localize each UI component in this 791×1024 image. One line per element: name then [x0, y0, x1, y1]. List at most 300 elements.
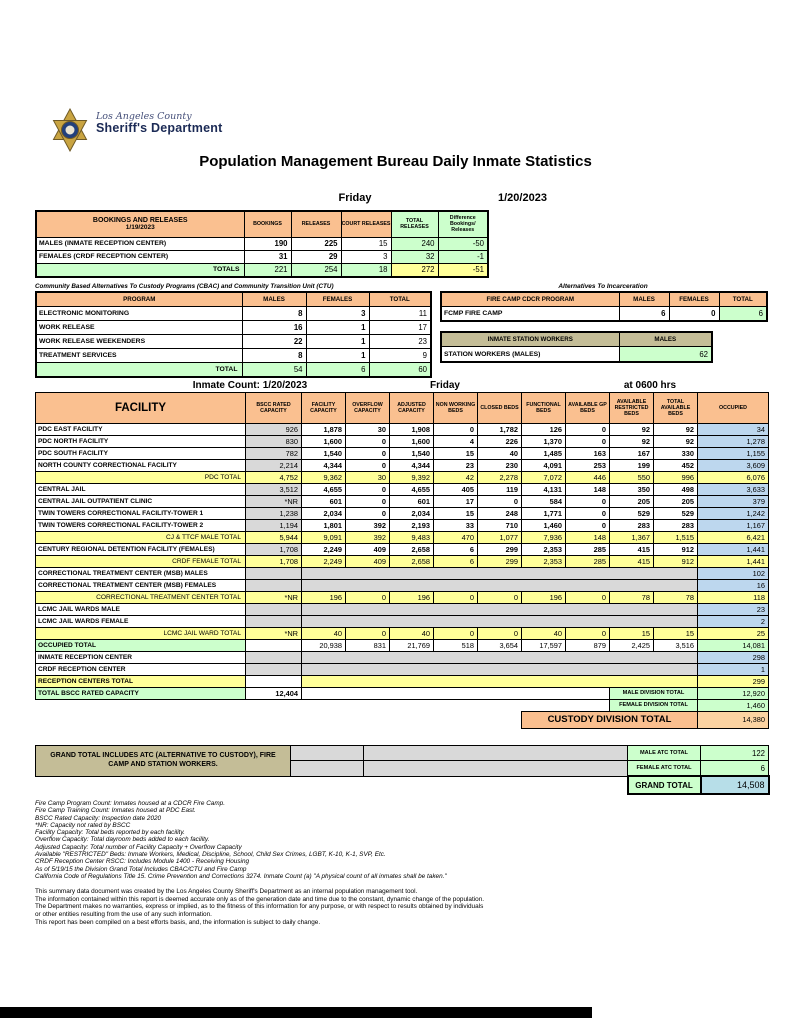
- females-cell: 1: [306, 349, 369, 363]
- court-total-cell: 18: [341, 263, 391, 277]
- facility-capacity-cell: 20,938: [302, 640, 346, 652]
- program-label: WORK RELEASE WEEKENDERS: [36, 335, 242, 349]
- closed-beds-cell: 226: [478, 436, 522, 448]
- male-division-total-label: MALE DIVISION TOTAL: [610, 688, 698, 700]
- occupied-cell: 118: [698, 592, 769, 604]
- gray-cell: [364, 746, 628, 761]
- overflow-capacity-cell: 0: [346, 436, 390, 448]
- inmate-count-bottom-rows: [36, 688, 769, 729]
- available-gp-beds-cell: 0: [566, 424, 610, 436]
- closed-beds-cell: 299: [478, 544, 522, 556]
- available-gp-beds-cell: 285: [566, 556, 610, 568]
- functional-beds-cell: 4,131: [522, 484, 566, 496]
- facility-name: NORTH COUNTY CORRECTIONAL FACILITY: [36, 460, 246, 472]
- available-gp-beds-cell: 0: [566, 496, 610, 508]
- closed-beds-cell: 1,077: [478, 532, 522, 544]
- disclaimer-line: This report has been compiled on a best efforts basis, and, the information is subject to daily change.: [35, 918, 321, 926]
- males-total-cell: 54: [242, 363, 306, 378]
- col-releases: RELEASES: [291, 211, 341, 237]
- station-workers-table: [440, 331, 713, 363]
- col-bookings: BOOKINGS: [244, 211, 291, 237]
- occupied-cell: 6,076: [698, 472, 769, 484]
- facility-name: CENTRAL JAIL OUTPATIENT CLINIC: [36, 496, 246, 508]
- facility-name: CENTRAL JAIL: [36, 484, 246, 496]
- facility-row: [36, 436, 769, 448]
- overflow-capacity-cell: 30: [346, 472, 390, 484]
- non-working-beds-cell: 470: [434, 532, 478, 544]
- total-cell: 11: [369, 307, 431, 321]
- facility-capacity-cell: 4,344: [302, 460, 346, 472]
- gray-cell: [291, 761, 364, 777]
- total-cell: 9: [369, 349, 431, 363]
- total-available-beds-cell: 205: [654, 496, 698, 508]
- total-available-beds-cell: 912: [654, 544, 698, 556]
- cbac-rows: [36, 307, 431, 363]
- bscc-cell: *NR: [246, 628, 302, 640]
- facility-capacity-cell: 1,600: [302, 436, 346, 448]
- facility-total-row: [36, 556, 769, 568]
- available-restricted-beds-cell: 550: [610, 472, 654, 484]
- empty-span: [302, 688, 610, 700]
- footnote-line: California Code of Regulations Title 15. Crime Prevention and Corrections 3274. Inmate Count (a) "A physical count of all inmates shall be taken.": [35, 872, 447, 880]
- facility-name: TWIN TOWERS CORRECTIONAL FACILITY-TOWER 2: [36, 520, 246, 532]
- bookings-row-males: [36, 237, 488, 250]
- releases-cell: 29: [291, 250, 341, 263]
- functional-beds-cell: 2,353: [522, 556, 566, 568]
- bscc-cell: 1,194: [246, 520, 302, 532]
- station-workers-row: [441, 347, 712, 363]
- facility-total-row: [36, 472, 769, 484]
- custody-division-row: [36, 712, 769, 729]
- facility-name: LCMC JAIL WARDS MALE: [36, 604, 246, 616]
- gray-cell: [291, 746, 364, 761]
- facility-total-row: [36, 628, 769, 640]
- available-restricted-beds-cell: 529: [610, 508, 654, 520]
- inmate-count-rows: [36, 424, 769, 688]
- overflow-capacity-cell: 831: [346, 640, 390, 652]
- row-label: MALES (INMATE RECEPTION CENTER): [36, 237, 244, 250]
- program-label: WORK RELEASE: [36, 321, 242, 335]
- males-cell: 22: [242, 335, 306, 349]
- females-cell: 0: [669, 307, 719, 322]
- functional-beds-cell: 2,353: [522, 544, 566, 556]
- total-cell: 23: [369, 335, 431, 349]
- total-label: PDC TOTAL: [36, 472, 246, 484]
- program-label: TREATMENT SERVICES: [36, 349, 242, 363]
- overflow-capacity-cell: 0: [346, 508, 390, 520]
- available-restricted-beds-cell: 167: [610, 448, 654, 460]
- cbac-row: [36, 321, 431, 335]
- bookings-releases-table: [35, 210, 489, 278]
- non-working-beds-cell: 42: [434, 472, 478, 484]
- footnote-line: As of 5/19/15 the Division Grand Total Includes CBAC/CTU and Fire Camp: [35, 865, 247, 873]
- col-functional-beds: FUNCTIONAL BEDS: [522, 393, 566, 424]
- facility-name: PDC SOUTH FACILITY: [36, 448, 246, 460]
- inmate-count-time: at 0600 hrs: [623, 380, 677, 391]
- male-atc-total-label: MALE ATC TOTAL: [628, 746, 701, 761]
- overflow-capacity-cell: 409: [346, 544, 390, 556]
- facility-capacity-cell: 2,034: [302, 508, 346, 520]
- col-non-working-beds: NON WORKING BEDS: [434, 393, 478, 424]
- releases-cell: 225: [291, 237, 341, 250]
- cbac-row: [36, 349, 431, 363]
- blank-area: [364, 776, 628, 794]
- bscc-cell: 3,512: [246, 484, 302, 496]
- not-tracked-span: [302, 652, 698, 664]
- total-cell: 17: [369, 321, 431, 335]
- col-fire-camp-program: FIRE CAMP CDCR PROGRAM: [441, 292, 619, 307]
- functional-beds-cell: 17,597: [522, 640, 566, 652]
- col-occupied: OCCUPIED: [698, 393, 769, 424]
- available-restricted-beds-cell: 199: [610, 460, 654, 472]
- footnote-line: *NR: Capacity not rated by BSCC: [35, 821, 131, 829]
- occupied-cell: 299: [698, 676, 769, 688]
- col-difference: Difference Bookings/ Releases: [438, 211, 488, 237]
- available-gp-beds-cell: 446: [566, 472, 610, 484]
- facility-span-row: [36, 568, 769, 580]
- col-facility-capacity: FACILITY CAPACITY: [302, 393, 346, 424]
- non-working-beds-cell: 17: [434, 496, 478, 508]
- station-workers-header: INMATE STATION WORKERS: [441, 332, 619, 347]
- overflow-capacity-cell: 392: [346, 532, 390, 544]
- closed-beds-cell: 40: [478, 448, 522, 460]
- facility-row: [36, 520, 769, 532]
- occupied-cell: 23: [698, 604, 769, 616]
- cbac-row: [36, 307, 431, 321]
- overflow-capacity-cell: 0: [346, 460, 390, 472]
- available-restricted-beds-cell: 350: [610, 484, 654, 496]
- occupied-total-label: OCCUPIED TOTAL: [36, 640, 246, 652]
- col-court-releases: COURT RELEASES: [341, 211, 391, 237]
- females-cell: 1: [306, 335, 369, 349]
- bscc-cell: 1,708: [246, 544, 302, 556]
- bookings-cell: 190: [244, 237, 291, 250]
- closed-beds-cell: 0: [478, 592, 522, 604]
- ati-section-title: Alternatives To Incarceration: [558, 283, 648, 290]
- total-available-beds-cell: 452: [654, 460, 698, 472]
- bscc-cell: [246, 604, 302, 616]
- total-releases-cell: 240: [391, 237, 438, 250]
- occupied-cell: 3,609: [698, 460, 769, 472]
- inmate-count-day: Friday: [429, 380, 460, 391]
- col-females: FEMALES: [669, 292, 719, 307]
- footnote-line: Adjusted Capacity: Total number of Facility Capacity + Overflow Capacity: [35, 843, 242, 851]
- total-available-beds-cell: 912: [654, 556, 698, 568]
- page-edge-bar: [0, 1007, 592, 1018]
- non-working-beds-cell: 405: [434, 484, 478, 496]
- facility-row: [36, 460, 769, 472]
- non-working-beds-cell: 15: [434, 508, 478, 520]
- bscc-cell: 926: [246, 424, 302, 436]
- non-working-beds-cell: 0: [434, 592, 478, 604]
- bookings-totals-row: [36, 263, 488, 277]
- disclaimer: [35, 888, 655, 927]
- female-division-total-label: FEMALE DIVISION TOTAL: [610, 700, 698, 712]
- adjusted-capacity-cell: 21,769: [390, 640, 434, 652]
- facility-span-row: [36, 652, 769, 664]
- occupied-cell: 102: [698, 568, 769, 580]
- facility-capacity-cell: 9,091: [302, 532, 346, 544]
- available-restricted-beds-cell: 92: [610, 436, 654, 448]
- not-tracked-span: [302, 568, 698, 580]
- overflow-capacity-cell: 30: [346, 424, 390, 436]
- available-restricted-beds-cell: 415: [610, 556, 654, 568]
- non-working-beds-cell: 4: [434, 436, 478, 448]
- occupied-cell: 1,155: [698, 448, 769, 460]
- facility-row: [36, 424, 769, 436]
- facility-capacity-cell: 196: [302, 592, 346, 604]
- available-restricted-beds-cell: 15: [610, 628, 654, 640]
- total-total-cell: 60: [369, 363, 431, 378]
- col-females: FEMALES: [306, 292, 369, 307]
- col-facility: FACILITY: [36, 393, 246, 424]
- occupied-cell: 25: [698, 628, 769, 640]
- sheriff-star-logo: [50, 108, 90, 152]
- functional-beds-cell: 40: [522, 628, 566, 640]
- fire-camp-row: [441, 307, 767, 322]
- adjusted-capacity-cell: 2,193: [390, 520, 434, 532]
- facility-name: CORRECTIONAL TREATMENT CENTER (MSB) FEMALES: [36, 580, 246, 592]
- grand-row-3: [36, 776, 769, 794]
- facility-name: CENTURY REGIONAL DETENTION FACILITY (FEMALES): [36, 544, 246, 556]
- footnote-line: CRDF Reception Center RSCC: Includes Module 1400 - Receiving Housing: [35, 858, 250, 866]
- available-gp-beds-cell: 253: [566, 460, 610, 472]
- col-available-gp-beds: AVAILABLE GP BEDS: [566, 393, 610, 424]
- occupied-cell: 14,081: [698, 640, 769, 652]
- bscc-cell: 1,708: [246, 556, 302, 568]
- court-releases-cell: 3: [341, 250, 391, 263]
- facility-total-row: [36, 532, 769, 544]
- bookings-cell: 31: [244, 250, 291, 263]
- total-available-beds-cell: 1,515: [654, 532, 698, 544]
- non-working-beds-cell: 15: [434, 448, 478, 460]
- functional-beds-cell: 1,485: [522, 448, 566, 460]
- not-tracked-span: [302, 616, 698, 628]
- grand-total-value: 14,508: [701, 776, 769, 794]
- adjusted-capacity-cell: 601: [390, 496, 434, 508]
- not-tracked-span: [302, 664, 698, 676]
- grand-total-label: GRAND TOTAL: [628, 776, 701, 794]
- closed-beds-cell: 299: [478, 556, 522, 568]
- disclaimer-line: or other entities resulting from the use of any such information.: [35, 911, 212, 919]
- footnote-line: Fire Camp Program Count: Inmates housed at a CDCR Fire Camp.: [35, 800, 226, 807]
- occupied-cell: 1,167: [698, 520, 769, 532]
- col-total: TOTAL: [719, 292, 767, 307]
- available-gp-beds-cell: 0: [566, 628, 610, 640]
- available-gp-beds-cell: 0: [566, 592, 610, 604]
- facility-capacity-cell: 1,540: [302, 448, 346, 460]
- occupied-cell: 1,441: [698, 556, 769, 568]
- report-date: 1/20/2023: [498, 192, 547, 204]
- overflow-capacity-cell: 0: [346, 628, 390, 640]
- cbac-row: [36, 335, 431, 349]
- total-label: CJ & TTCF MALE TOTAL: [36, 532, 246, 544]
- adjusted-capacity-cell: 40: [390, 628, 434, 640]
- agency-department-text: Sheriff's Department: [96, 120, 223, 135]
- adjusted-capacity-cell: 2,034: [390, 508, 434, 520]
- facility-capacity-cell: 2,249: [302, 556, 346, 568]
- fire-camp-label: FCMP FIRE CAMP: [441, 307, 619, 322]
- available-restricted-beds-cell: 92: [610, 424, 654, 436]
- total-available-beds-cell: 92: [654, 424, 698, 436]
- females-cell: 3: [306, 307, 369, 321]
- total-available-beds-cell: 529: [654, 508, 698, 520]
- occupied-cell: 6,421: [698, 532, 769, 544]
- facility-span-row: [36, 580, 769, 592]
- functional-beds-cell: 196: [522, 592, 566, 604]
- page-title: Population Management Bureau Daily Inmate Statistics: [199, 153, 592, 170]
- adjusted-capacity-cell: 9,392: [390, 472, 434, 484]
- male-division-total-value: 12,920: [698, 688, 769, 700]
- available-restricted-beds-cell: 1,367: [610, 532, 654, 544]
- males-cell: 8: [242, 307, 306, 321]
- agency-header: [50, 108, 222, 152]
- available-gp-beds-cell: 0: [566, 520, 610, 532]
- occupied-cell: 3,633: [698, 484, 769, 496]
- closed-beds-cell: 230: [478, 460, 522, 472]
- cbac-section-title: Community Based Alternatives To Custody Programs (CBAC) and Community Transition Unit (CTU): [35, 283, 334, 290]
- available-restricted-beds-cell: 205: [610, 496, 654, 508]
- available-restricted-beds-cell: 283: [610, 520, 654, 532]
- col-total: TOTAL: [369, 292, 431, 307]
- bookings-title-line1: BOOKINGS AND RELEASES: [92, 217, 188, 225]
- overflow-capacity-cell: 0: [346, 496, 390, 508]
- total-label: CRDF FEMALE TOTAL: [36, 556, 246, 568]
- available-restricted-beds-cell: 78: [610, 592, 654, 604]
- available-gp-beds-cell: 148: [566, 532, 610, 544]
- non-working-beds-cell: 0: [434, 424, 478, 436]
- total-available-beds-cell: 330: [654, 448, 698, 460]
- closed-beds-cell: 248: [478, 508, 522, 520]
- reception-span: [302, 676, 698, 688]
- not-tracked-span: [302, 580, 698, 592]
- releases-total-cell: 254: [291, 263, 341, 277]
- closed-beds-cell: 119: [478, 484, 522, 496]
- facility-row: [36, 496, 769, 508]
- occupied-total-row: [36, 640, 769, 652]
- available-gp-beds-cell: 163: [566, 448, 610, 460]
- adjusted-capacity-cell: 9,483: [390, 532, 434, 544]
- col-bscc-rated-capacity: BSCC RATED CAPACITY: [246, 393, 302, 424]
- adjusted-capacity-cell: 2,658: [390, 556, 434, 568]
- occupied-cell: 1,278: [698, 436, 769, 448]
- total-releases-cell: 32: [391, 250, 438, 263]
- total-available-beds-cell: 498: [654, 484, 698, 496]
- bscc-cell: [246, 580, 302, 592]
- available-gp-beds-cell: 879: [566, 640, 610, 652]
- facility-total-row: [36, 592, 769, 604]
- facility-row: [36, 544, 769, 556]
- difference-total-cell: -51: [438, 263, 488, 277]
- functional-beds-cell: 1,460: [522, 520, 566, 532]
- facility-capacity-cell: 601: [302, 496, 346, 508]
- col-males: MALES: [242, 292, 306, 307]
- adjusted-capacity-cell: 4,344: [390, 460, 434, 472]
- col-available-restricted-beds: AVAILABLE RESTRICTED BEDS: [610, 393, 654, 424]
- overflow-capacity-cell: 409: [346, 556, 390, 568]
- disclaimer-line: This summary data document was created by the Los Angeles County Sheriff's Department as an internal population management tool.: [35, 888, 418, 895]
- blank-area: [36, 700, 610, 712]
- facility-name: CORRECTIONAL TREATMENT CENTER (MSB) MALES: [36, 568, 246, 580]
- facility-capacity-cell: 1,801: [302, 520, 346, 532]
- available-restricted-beds-cell: 2,425: [610, 640, 654, 652]
- facility-row: [36, 448, 769, 460]
- facility-name: PDC EAST FACILITY: [36, 424, 246, 436]
- col-males: MALES: [619, 332, 712, 347]
- functional-beds-cell: 126: [522, 424, 566, 436]
- col-overflow-capacity: OVERFLOW CAPACITY: [346, 393, 390, 424]
- facility-name: TWIN TOWERS CORRECTIONAL FACILITY-TOWER 1: [36, 508, 246, 520]
- female-division-row: [36, 700, 769, 712]
- female-division-total-value: 1,460: [698, 700, 769, 712]
- bscc-cell: [246, 568, 302, 580]
- inmate-count-date: Inmate Count: 1/20/2023: [192, 380, 308, 391]
- footnote-line: Fire Camp Training Count: Inmates housed at PDC East.: [35, 807, 196, 815]
- grand-total-note: GRAND TOTAL INCLUDES ATC (ALTERNATIVE TO CUSTODY), FIRE CAMP AND STATION WORKERS.: [36, 746, 291, 777]
- closed-beds-cell: 1,782: [478, 424, 522, 436]
- closed-beds-cell: 2,278: [478, 472, 522, 484]
- non-working-beds-cell: 23: [434, 460, 478, 472]
- facility-row: [36, 484, 769, 496]
- bscc-cell: *NR: [246, 496, 302, 508]
- bookings-row-females: [36, 250, 488, 263]
- total-available-beds-cell: 283: [654, 520, 698, 532]
- available-gp-beds-cell: 0: [566, 436, 610, 448]
- col-total-available-beds: TOTAL AVAILABLE BEDS: [654, 393, 698, 424]
- bscc-cell: 2,214: [246, 460, 302, 472]
- total-label: CORRECTIONAL TREATMENT CENTER TOTAL: [36, 592, 246, 604]
- total-available-beds-cell: 78: [654, 592, 698, 604]
- inmate-count-header-row: [36, 393, 769, 424]
- bscc-cell: *NR: [246, 592, 302, 604]
- bscc-cell: 830: [246, 436, 302, 448]
- total-available-beds-cell: 996: [654, 472, 698, 484]
- occupied-cell: 2: [698, 616, 769, 628]
- facility-name: PDC NORTH FACILITY: [36, 436, 246, 448]
- gray-cell: [364, 761, 628, 777]
- total-releases-total-cell: 272: [391, 263, 438, 277]
- closed-beds-cell: 0: [478, 496, 522, 508]
- closed-beds-cell: 710: [478, 520, 522, 532]
- total-available-beds-cell: 92: [654, 436, 698, 448]
- adjusted-capacity-cell: 4,655: [390, 484, 434, 496]
- blank-area: [36, 712, 522, 729]
- custody-division-total-value: 14,380: [698, 712, 769, 729]
- available-restricted-beds-cell: 415: [610, 544, 654, 556]
- non-working-beds-cell: 518: [434, 640, 478, 652]
- functional-beds-cell: 4,091: [522, 460, 566, 472]
- occupied-cell: 379: [698, 496, 769, 508]
- non-working-beds-cell: 6: [434, 556, 478, 568]
- bscc-cell: 1,238: [246, 508, 302, 520]
- occupied-cell: 298: [698, 652, 769, 664]
- facility-capacity-cell: 4,655: [302, 484, 346, 496]
- adjusted-capacity-cell: 1,908: [390, 424, 434, 436]
- females-total-cell: 6: [306, 363, 369, 378]
- col-adjusted-capacity: ADJUSTED CAPACITY: [390, 393, 434, 424]
- total-label: LCMC JAIL WARD TOTAL: [36, 628, 246, 640]
- total-cell: 6: [719, 307, 767, 322]
- grand-row-1: [36, 746, 769, 761]
- footnote-line: Available "RESTRICTED" Beds: Inmate Workers, Medical, Discipline, School, Child Sex Crimes, LGBT, K-10, K-1, SVP, Etc.: [35, 851, 386, 859]
- footnote-line: BSCC Rated Capacity: Inspection date 2020: [35, 814, 162, 822]
- disclaimer-line: The information contained within this report is deemed accurate only as of the generation date and time due to the constant, dynamic change of the population.: [35, 895, 485, 903]
- difference-cell: -1: [438, 250, 488, 263]
- blank-area: [291, 776, 364, 794]
- occupied-cell: 1,242: [698, 508, 769, 520]
- difference-cell: -50: [438, 237, 488, 250]
- non-working-beds-cell: 33: [434, 520, 478, 532]
